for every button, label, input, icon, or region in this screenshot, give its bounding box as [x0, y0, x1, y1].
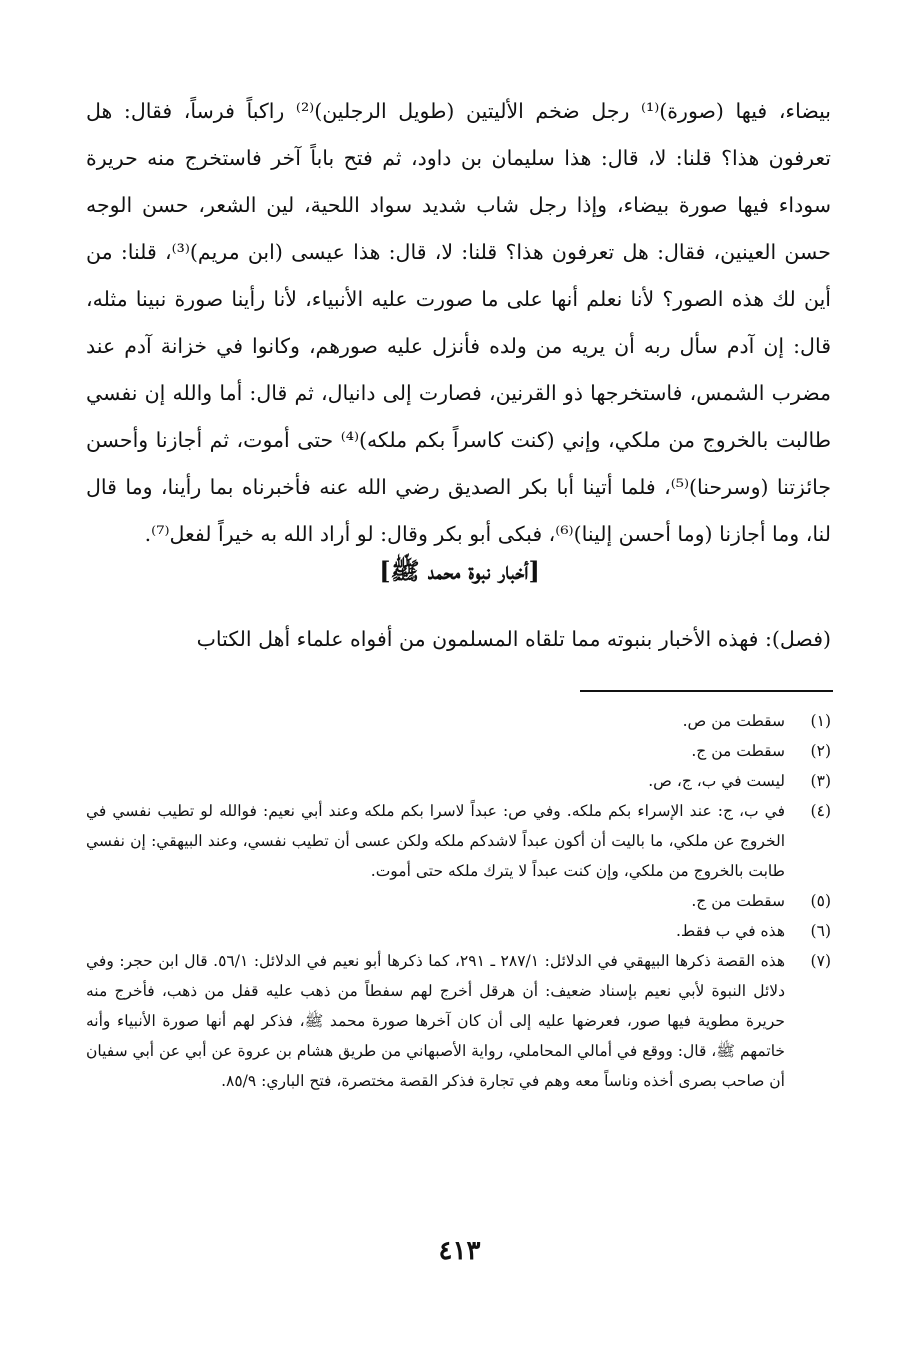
footnote-divider [580, 690, 833, 692]
footnote-text: سقطت من ج. [691, 742, 785, 760]
footnote-number: (٤) [810, 802, 831, 820]
page-number: ٤١٣ [438, 1236, 481, 1266]
body-paragraph: بيضاء، فيها (صورة)⁽¹⁾ رجل ضخم الأليتين (طويل الرجلين)⁽²⁾ راكباً فرساً، فقال: هل تعرفون هذا؟ قلنا: لا، قال: هذا سليمان بن داود، ثم فتح باباً آخر فاستخرج منه حريرة سوداء فيها صورة بيضاء، وإذا رجل شاب شديد سواد اللحية، لين الشعر، حسن الوجه حسن العينين، فقال: هل تعرفون هذا؟ قلنا: لا، قال: هذا عيسى (ابن مريم)⁽³⁾، قلنا: من أين لك هذه الصور؟ لأنا نعلم أنها على ما صورت عليه الأنبياء، لأنا رأينا صورة نبينا مثله، قال: إن آدم سأل ربه أن يريه من ولده فأنزل عليه صورهم، وكانوا في خزانة آدم عند مضرب الشمس، فاستخرجها ذو القرنين، فصارت إلى دانيال، ثم قال: أما والله إن نفسي طالبت بالخروج من ملكي، وإني (كنت كاسراً بكم ملكه)⁽⁴⁾ حتى أموت، ثم أجازنا وأحسن جائزتنا (وسرحنا)⁽⁵⁾، فلما أتينا أبا بكر الصديق رضي الله عنه فأخبرناه بما رأينا، وما قال لنا، وما أجازنا (وما أحسن إلينا)⁽⁶⁾، فبكى أبو بكر وقال: لو أراد الله به خيراً لفعل⁽⁷⁾. [86, 99, 832, 546]
footnote-number: (٦) [810, 922, 831, 940]
footnote-item [86, 736, 831, 766]
footnote-text: هذه القصة ذكرها البيهقي في الدلائل: ٢٨٧/١ ـ ٢٩١، كما ذكرها أبو نعيم في الدلائل: ٥٦/١. قال ابن حجر: وفي دلائل النبوة لأبي نعيم بإسناد ضعيف: أن هرقل أخرج لهم سفطاً من ذهب عليه قفل من ذهب، فأخرج منه حريرة مطوية فيها صور، فعرضها عليه إلى أن كان آخرها صورة محمد ﷺ، فذكر لهم أنها صورة الأنبياء وأنه خاتمهم ﷺ، قال: ووقع في أمالي المحاملي، رواية الأصبهاني من طريق هشام بن عروة عن أبي عن أبي سفيان أن صاحب بصرى أخذه وناساً معه وهم في تجارة فذكر القصة مختصرة، فتح الباري: ٨٥/٩. [86, 952, 786, 1090]
section-heading: [أخبار نبوة محمد ﷺ] [379, 556, 540, 585]
footnote-number: (٣) [810, 772, 831, 790]
footnote-text: ليست في ب، ج، ص. [648, 772, 785, 790]
section-paragraph: (فصل): فهذه الأخبار بنبوته مما تلقاه المسلمون من أفواه علماء أهل الكتاب [196, 627, 831, 651]
footnote-number: (٥) [810, 892, 831, 910]
footnote-item [86, 886, 831, 916]
footnote-text: هذه في ب فقط. [675, 922, 785, 940]
footnote-item [86, 946, 831, 1096]
footnote-item [86, 796, 831, 886]
footnote-item [86, 916, 831, 946]
footnote-number: (٢) [810, 742, 831, 760]
footnote-number: (٧) [810, 952, 831, 970]
footnotes-list [86, 706, 831, 1096]
footnote-text: سقطت من ج. [691, 892, 785, 910]
footnote-number: (١) [810, 712, 831, 730]
footnote-text: في ب، ج: عند الإسراء بكم ملكه. وفي ص: عبداً لاسرا بكم ملكه وعند أبي نعيم: فوالله لو تطيب نفسي في الخروج عن ملكي، ما باليت أن أكون عبداً لاشدكم ملكه ولكن عسى أن تطيب نفسي، وعند البيهقي: إن نفسي طابت بالخروج من ملكي، وإن كنت عبداً لا يترك ملكه حتى أموت. [86, 802, 785, 880]
footnote-item [86, 706, 831, 736]
footnote-item [86, 766, 831, 796]
footnote-text: سقطت من ص. [682, 712, 785, 730]
